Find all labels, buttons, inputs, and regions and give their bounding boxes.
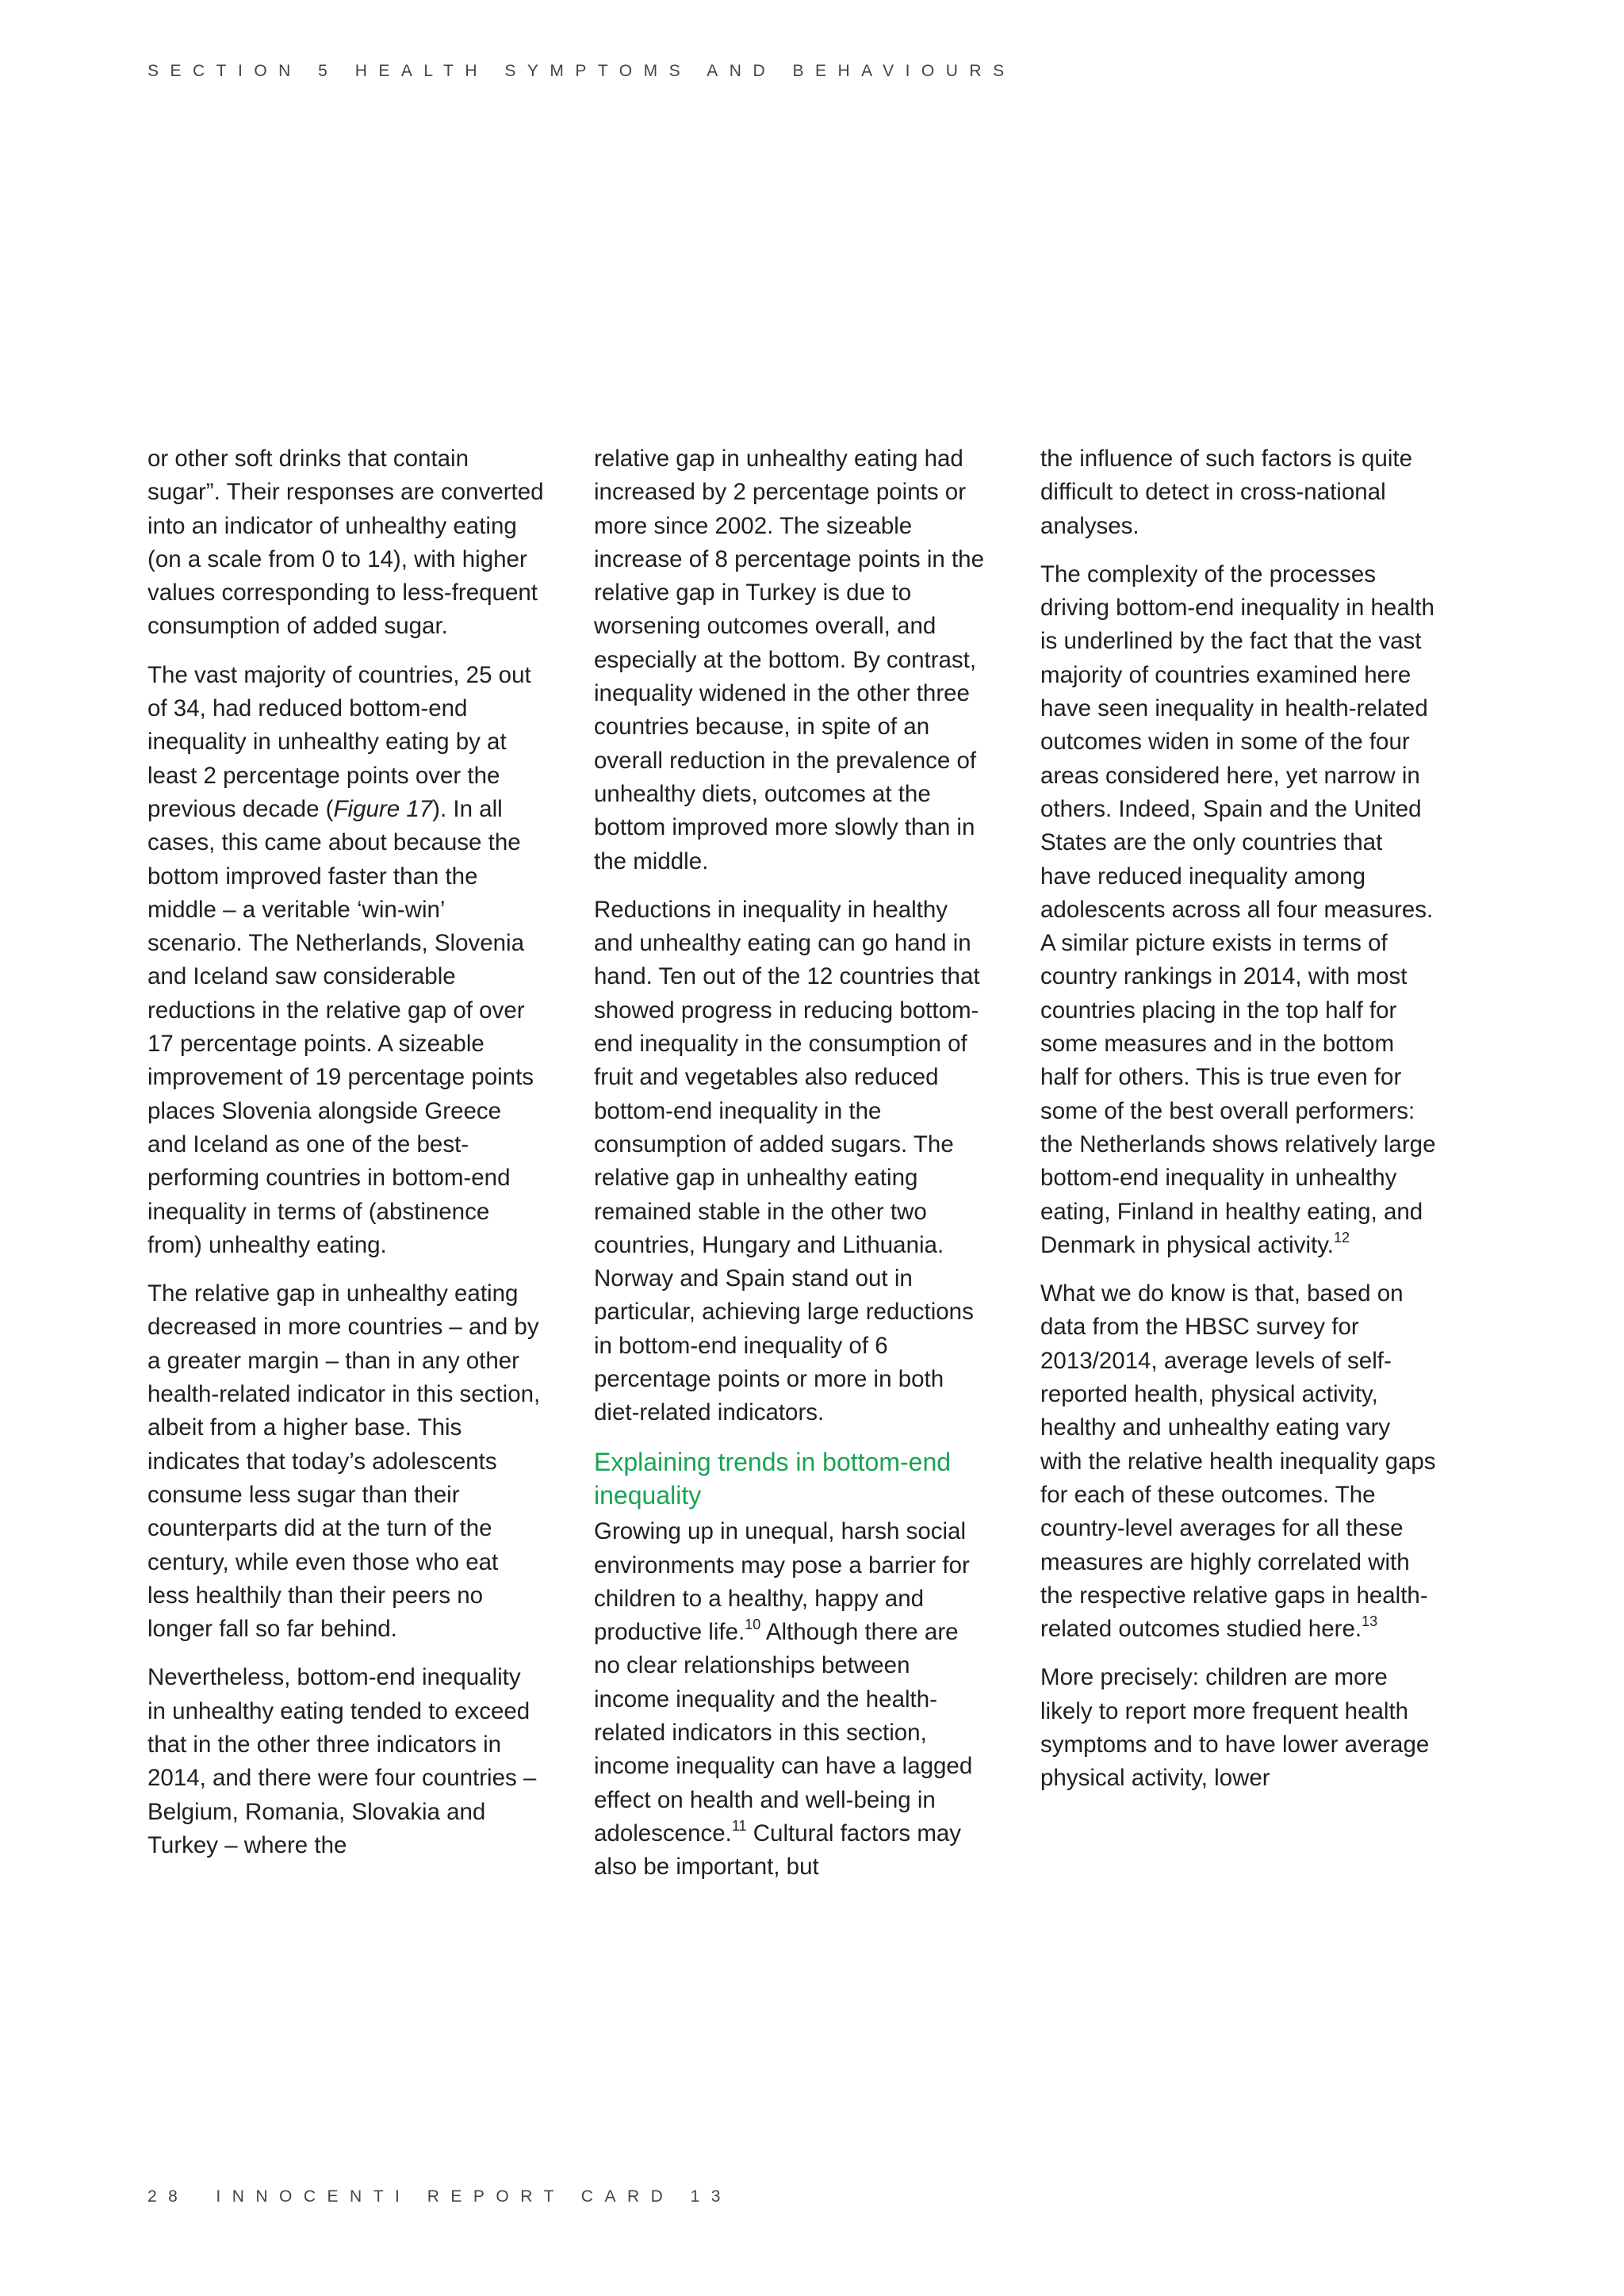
paragraph-text: ). In all cases, this came about because the bottom improved faster than the middle – a veritable ‘win-win’ scenario. The Netherlands, Slovenia and Iceland saw considerable reductions in the relative gap of over 17 percentage points. A sizeable improvement of 19 percentage points places Slovenia alongside Greece and Iceland as one of the best-performing countries in bottom-end inequality in terms of (abstinence from) unhealthy eating. (147, 795, 534, 1258)
footnote-ref: 10 (745, 1617, 761, 1633)
footnote-ref: 13 (1362, 1613, 1378, 1630)
paragraph: More precisely: children are more likely to report more frequent health symptoms and to have lower average physical activity, lower (1040, 1664, 1430, 1792)
paragraph: or other soft drinks that contain sugar”. Their responses are converted into an indicator of unhealthy eating (on a scale from 0 to 14), with higher values corresponding to less-frequent consumption of added sugar. (147, 446, 544, 640)
paragraph: Nevertheless, bottom-end inequality in unhealthy eating tended to exceed that in the other three indicators in 2014, and there were four countries – Belgium, Romania, Slovakia and Turkey – where the (147, 1664, 537, 1858)
page-footer (147, 2187, 732, 2206)
paragraph-text: Although there are no clear relationships between income inequality and the health-related indicators in this section, income inequality can have a lagged effect on health and well-being in adolescence. (594, 1619, 973, 1846)
footnote-ref: 11 (731, 1818, 747, 1835)
paragraph (1040, 558, 1437, 1262)
text-column-2 (594, 442, 990, 1899)
paragraph (147, 659, 544, 1262)
paragraph: the influence of such factors is quite difficult to detect in cross-national analyses. (1040, 446, 1412, 539)
figure-reference: Figure 17 (333, 795, 433, 822)
paragraph: Reductions in inequality in healthy and unhealthy eating can go hand in hand. Ten out of the 12 countries that showed progress in reducing bottom-end inequality in the consumption of fruit and vegetables also reduced bottom-end inequality in the consumption of added sugars. The relative gap in unhealthy eating remained stable in the other two countries, Hungary and Lithuania. Norway and Spain stand out in particular, achieving large reductions in bottom-end inequality of 6 percentage points or more in both diet-related indicators. (594, 896, 980, 1426)
paragraph-text: What we do know is that, based on data from the HBSC survey for 2013/2014, average levels of self-reported health, physical activity, healthy and unhealthy eating vary with the relative health inequality gaps for each of these outcomes. The country-level averages for all these measures are highly correlated with the respective relative gaps in health-related outcomes studied here. (1040, 1280, 1436, 1643)
paragraph-text: Growing up in unequal, harsh social environments may pose a barrier for children to a healthy, happy and productive life. (594, 1518, 970, 1646)
paragraph-text: The vast majority of countries, 25 out of 34, had reduced bottom-end inequality in unhealthy eating by at least 2 percentage points over the previous decade ( (147, 661, 531, 822)
page-number: 28 (147, 2187, 190, 2206)
paragraph: The relative gap in unhealthy eating decreased in more countries – and by a greater margin – than in any other health-related indicator in this section, albeit from a higher base. This indicates that today’s adolescents consume less sugar than their counterparts did at the turn of the century, while even those who eat less healthily than their peers no longer fall so far behind. (147, 1280, 541, 1643)
section-subheading: Explaining trends in bottom-end inequality (594, 1447, 952, 1510)
text-column-1 (147, 442, 544, 1877)
paragraph (1040, 1277, 1437, 1646)
running-header: SECTION 5 HEALTH SYMPTOMS AND BEHAVIOURS (147, 62, 1016, 80)
paragraph-text: Cultural factors may also be important, but (594, 1820, 962, 1881)
publication-title: INNOCENTI REPORT CARD 13 (216, 2187, 732, 2206)
paragraph-text: The complexity of the processes driving bottom-end inequality in health is underlined by the fact that the vast majority of countries examined here have seen inequality in health-related outcomes widen in some of the four areas considered here, yet narrow in others. Indeed, Spain and the United States are the only countries that have reduced inequality among adolescents across all four measures. A similar picture exists in terms of country rankings in 2014, with most countries placing in the top half for some measures and in the bottom half for others. This is true even for some of the best overall performers: the Netherlands shows relatively large bottom-end inequality in unhealthy eating, Finland in healthy eating, and Denmark in physical activity. (1040, 561, 1436, 1258)
footnote-ref: 12 (1333, 1230, 1350, 1246)
paragraph (594, 1515, 990, 1884)
paragraph: relative gap in unhealthy eating had increased by 2 percentage points or more since 2002. The sizeable increase of 8 percentage points in the relative gap in Turkey is due to worsening outcomes overall, and especially at the bottom. By contrast, inequality widened in the other three countries because, in spite of an overall reduction in the prevalence of unhealthy diets, outcomes at the bottom improved more slowly than in the middle. (594, 446, 984, 874)
text-column-3 (1040, 442, 1437, 1811)
